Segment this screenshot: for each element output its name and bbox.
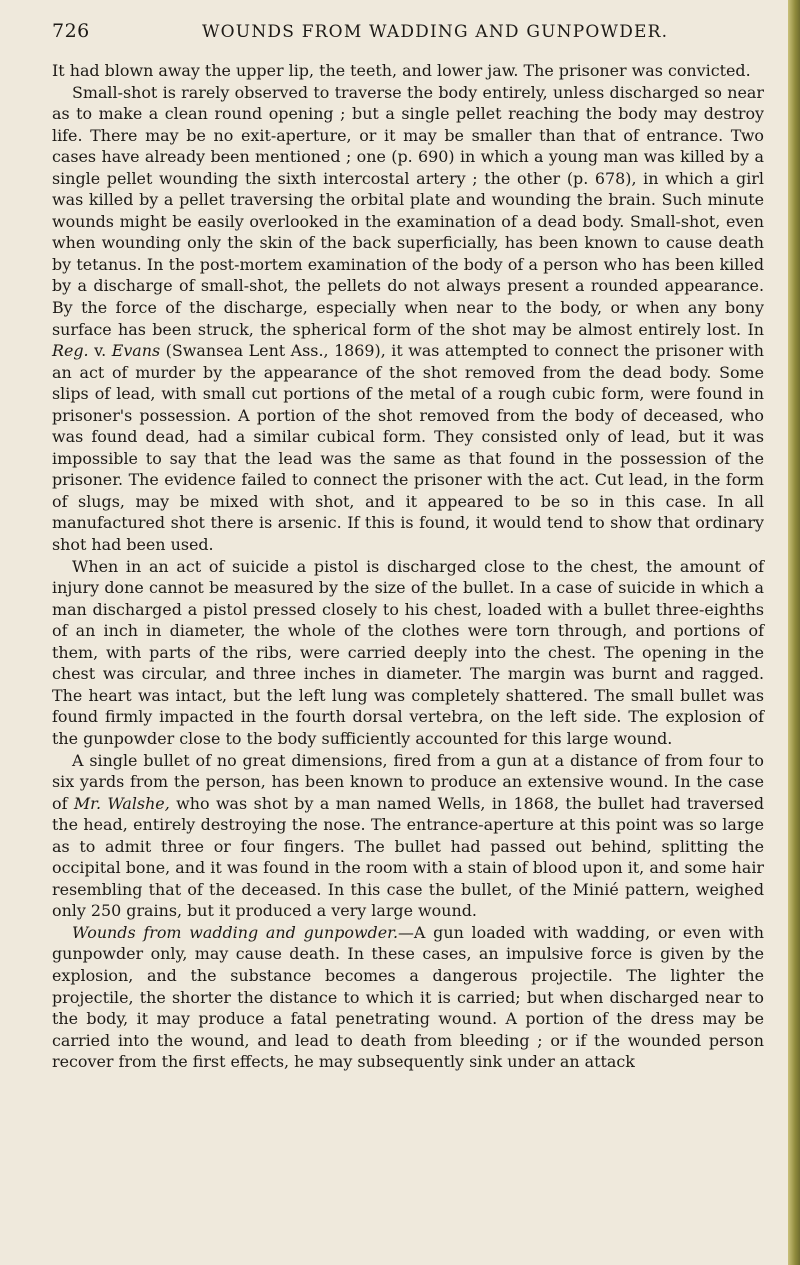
italic-text: Reg. <box>52 341 89 361</box>
paragraph <box>52 922 764 1073</box>
book-spine-edge <box>788 0 800 1265</box>
text-run: (Swansea Lent Ass., 1869), it was attempted to connect the prisoner with an act of murder by the appearance of the shot removed from the dead body. Some slips of lead, with small cut portions of the metal of a rough cubic form, were found in prisoner's possession. A portion of the shot removed from the body of deceased, who was found dead, had a similar cubical form. They consisted only of lead, but it was impossible to say that the lead was the same as that found in the possession of the prisoner. The evidence failed to connect the prisoner with the act. Cut lead, in the form of slugs, may be mixed with shot, and it appeared to be so in this case. In all manufactured shot there is arsenic. If this is found, it would tend to show that ordinary shot had been used. <box>52 341 764 555</box>
text-run: Small-shot is rarely observed to traverse the body entirely, unless discharged so near as to make a clean round opening ; but a single pellet reaching the body may destroy life. There may be no exit-aperture, or it may be smaller than that of entrance. Two cases have already been mentioned ; one (p. 690) in which a young man was killed by a single pellet wounding the sixth intercostal artery ; the other (p. 678), in which a girl was killed by a pellet traversing the orbital plate and wounding the brain. Such minute wounds might be easily overlooked in the examination of a dead body. Small-shot, even when wounding only the skin of the back superficially, has been known to cause death by tetanus. In the post-mortem examination of the body of a person who has been killed by a discharge of small-shot, the pellets do not always present a rounded appearance. By the force of the discharge, especially when near to the body, or when any bony surface has been struck, the spherical form of the shot may be almost entirely lost. In <box>52 82 764 339</box>
paragraph <box>52 556 764 750</box>
text-run: It had blown away the upper lip, the teeth, and lower jaw. The prisoner was convicted. <box>52 61 751 80</box>
text-run: A single bullet of no great dimensions, fired from a gun at a distance of from four to six yards from the person, has been known to produce an extensive wound. In the case of <box>52 750 764 813</box>
text-run: —A gun loaded with wadding, or even with gunpowder only, may cause death. In these cases, an impulsive force is given by the explosion, and the substance becomes a dangerous projectile. The lighter the projectile, the shorter the distance to which it is carried; but when discharged near to the body, it may produce a fatal penetrating wound. A portion of the dress may be carried into the wound, and lead to death from bleeding ; or if the wounded person recover from the first effects, he may subsequently sink under an attack <box>52 922 764 1072</box>
italic-text: Evans <box>111 341 161 361</box>
body-text <box>52 60 764 1073</box>
italic-text: Mr. Walshe, <box>73 793 170 813</box>
text-run: v. <box>88 341 112 361</box>
running-head: WOUNDS FROM WADDING AND GUNPOWDER. <box>202 22 669 42</box>
page-header <box>52 20 752 46</box>
paragraph <box>52 82 764 556</box>
text-run: When in an act of suicide a pistol is discharged close to the chest, the amount of injury done cannot be measured by the size of the bullet. In a case of suicide in which a man discharged a pistol pressed closely to his chest, loaded with a bullet three-eighths of an inch in diameter, the whole of the clothes were torn through, and portions of them, with parts of the ribs, were carried deeply into the chest. The opening in the chest was circular, and three inches in diameter. The margin was burnt and ragged. The heart was intact, but the left lung was completely shattered. The small bullet was found firmly impacted in the fourth dorsal vertebra, on the left side. The explosion of the gunpowder close to the body sufficiently accounted for this large wound. <box>52 556 764 748</box>
page-number: 726 <box>52 20 90 42</box>
italic-text: Wounds from wadding and gunpowder. <box>72 922 399 942</box>
paragraph <box>52 60 764 82</box>
paragraph <box>52 750 764 922</box>
text-run: who was shot by a man named Wells, in 1868, the bullet had traversed the head, entirely destroying the nose. The entrance-aperture at this point was so large as to admit three or four fingers. The bullet had passed out behind, splitting the occipital bone, and it was found in the room with a stain of blood upon it, and some hair resembling that of the deceased. In this case the bullet, of the Minié pattern, weighed only 250 grains, but it produced a very large wound. <box>52 793 765 921</box>
